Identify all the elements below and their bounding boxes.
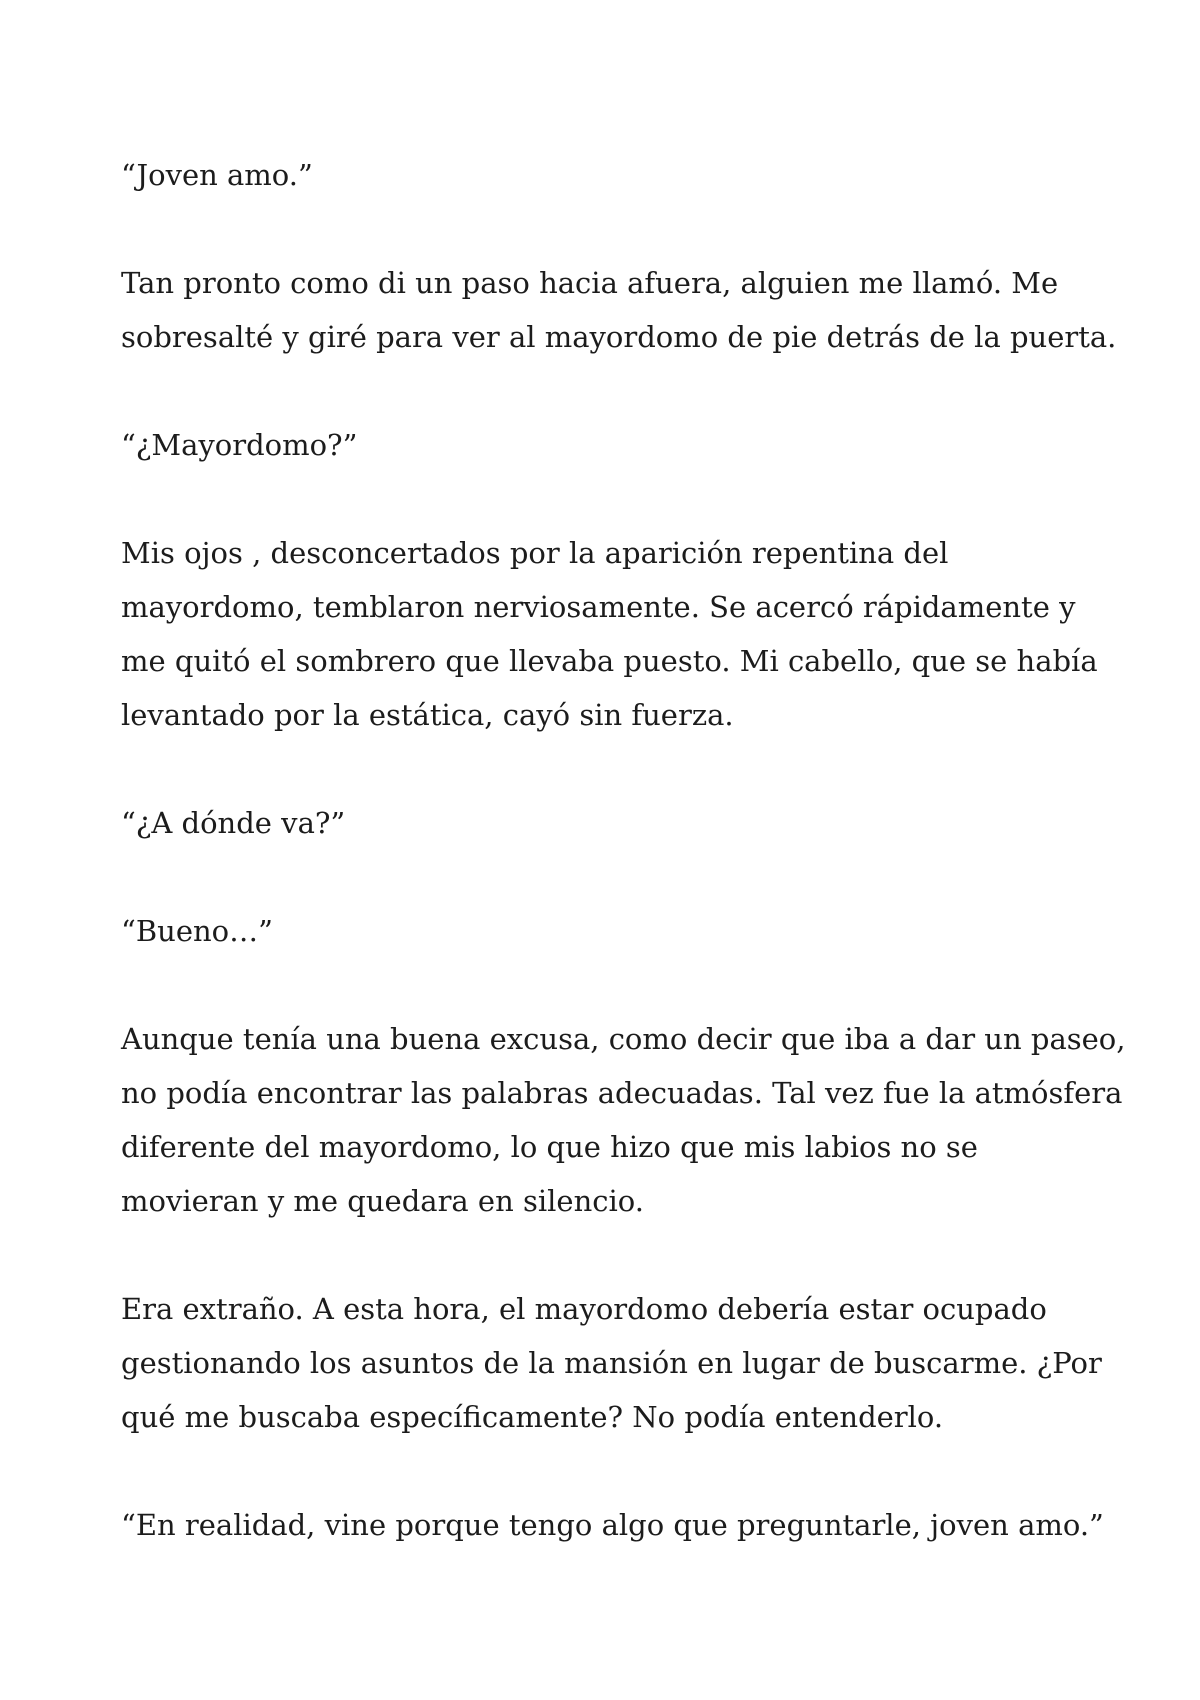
text-line: no podía encontrar las palabras adecuadas. Tal vez fue la atmósfera: [121, 1076, 1123, 1110]
text-line: sobresalté y giré para ver al mayordomo de pie detrás de la puerta.: [121, 320, 1117, 354]
text-line: “¿A dónde va?”: [121, 806, 346, 840]
paragraph: [121, 148, 1081, 202]
paragraph: [121, 526, 1098, 742]
text-line: “Bueno…”: [121, 914, 273, 948]
text-line: Mis ojos , desconcertados por la aparición repentina del: [121, 536, 949, 570]
text-line: movieran y me quedara en silencio.: [121, 1184, 644, 1218]
paragraph: [121, 418, 1081, 472]
text-line: me quitó el sombrero que llevaba puesto. Mi cabello, que se había: [121, 644, 1098, 678]
text-line: levantado por la estática, cayó sin fuerza.: [121, 698, 734, 732]
text-line: “¿Mayordomo?”: [121, 428, 358, 462]
paragraph: [121, 904, 1081, 958]
paragraph: [121, 1282, 1102, 1444]
text-line: “En realidad, vine porque tengo algo que preguntarle, joven amo.”: [121, 1508, 1104, 1542]
text-line: Era extraño. A esta hora, el mayordomo debería estar ocupado: [121, 1292, 1047, 1326]
document-body: [121, 148, 1126, 1606]
paragraph: [121, 1498, 1104, 1552]
paragraph: [121, 256, 1117, 364]
text-line: mayordomo, temblaron nerviosamente. Se acercó rápidamente y: [121, 590, 1076, 624]
text-line: Tan pronto como di un paso hacia afuera, alguien me llamó. Me: [121, 266, 1059, 300]
text-line: diferente del mayordomo, lo que hizo que mis labios no se: [121, 1130, 978, 1164]
text-line: gestionando los asuntos de la mansión en lugar de buscarme. ¿Por: [121, 1346, 1102, 1380]
text-line: “Joven amo.”: [121, 158, 313, 192]
paragraph: [121, 796, 1081, 850]
paragraph: [121, 1012, 1126, 1228]
text-line: qué me buscaba específicamente? No podía entenderlo.: [121, 1400, 944, 1434]
text-line: Aunque tenía una buena excusa, como decir que iba a dar un paseo,: [121, 1022, 1126, 1056]
